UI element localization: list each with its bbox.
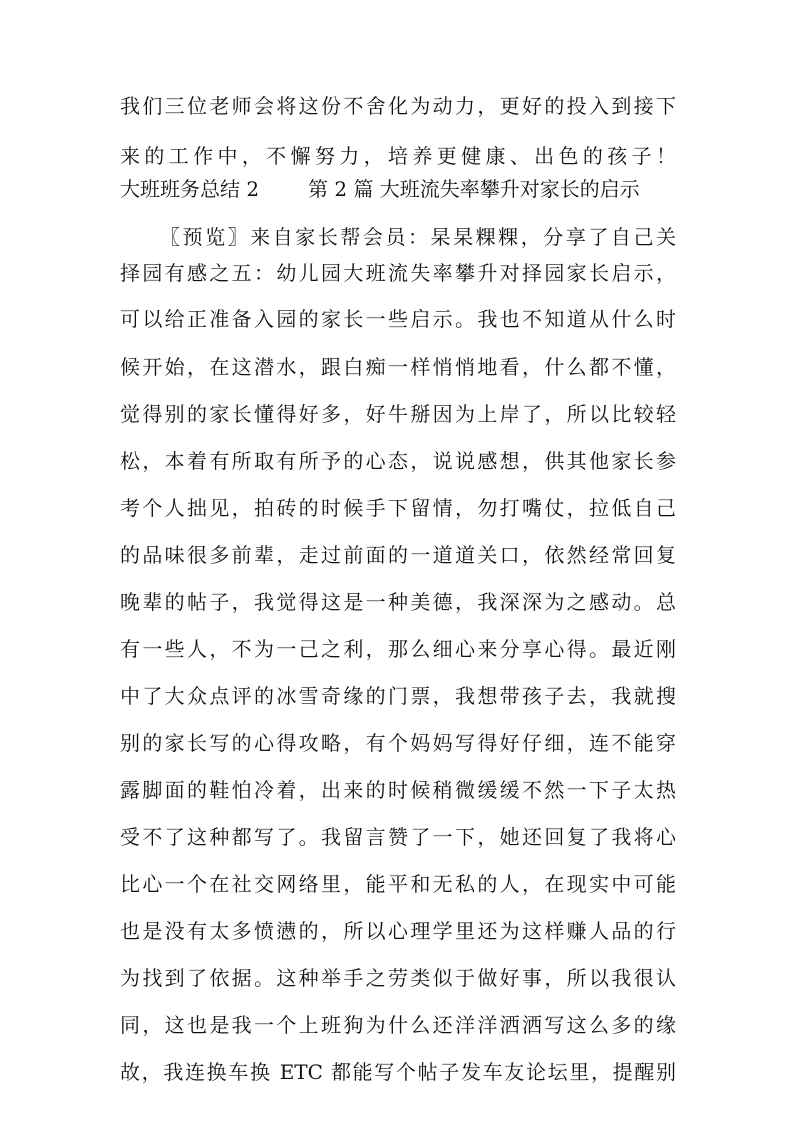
paragraph-line-10: 有一些人，不为一己之利，那么细心来分享心得。最近刚 bbox=[120, 637, 676, 661]
paragraph-line-14: 受不了这种都写了。我留言赞了一下，她还回复了我将心 bbox=[120, 825, 676, 849]
paragraph-line-12: 别的家长写的心得攻略，有个妈妈写得好仔细，连不能穿 bbox=[120, 731, 676, 755]
paragraph-line-3: 可以给正准备入园的家长一些启示。我也不知道从什么时 bbox=[120, 307, 676, 331]
paragraph-line-6: 松，本着有所取有所予的心态，说说感想，供其他家长参 bbox=[120, 449, 676, 473]
intro-line-1: 我们三位老师会将这份不舍化为动力，更好的投入到接下 bbox=[120, 94, 676, 118]
paragraph-line-5: 觉得别的家长懂得好多，好牛掰因为上岸了，所以比较轻 bbox=[120, 402, 676, 426]
paragraph-line-13: 露脚面的鞋怕冷着，出来的时候稍微缓缓不然一下子太热 bbox=[120, 778, 676, 802]
previous-section-title: 大班班务总结 2 bbox=[120, 177, 260, 201]
paragraph-line-11: 中了大众点评的冰雪奇缘的门票，我想带孩子去，我就搜 bbox=[120, 684, 676, 708]
paragraph-line-15: 比心一个在社交网络里，能平和无私的人，在现实中可能 bbox=[120, 872, 676, 896]
paragraph-line-1: 〖预览〗来自家长帮会员：杲杲粿粿，分享了自己关 bbox=[160, 225, 676, 249]
paragraph-line-8: 的品味很多前辈，走过前面的一道道关口，依然经常回复 bbox=[120, 543, 676, 567]
paragraph-line-7: 考个人拙见，拍砖的时候手下留情，勿打嘴仗，拉低自己 bbox=[120, 496, 676, 520]
paragraph-line-17: 为找到了依据。这种举手之劳类似于做好事，所以我很认 bbox=[120, 966, 676, 990]
intro-line-2: 来的工作中，不懈努力，培养更健康、出色的孩子！ bbox=[120, 144, 676, 168]
paragraph-line-2: 择园有感之五：幼儿园大班流失率攀升对择园家长启示， bbox=[120, 261, 676, 285]
paragraph-line-19: 故，我连换车换 ETC 都能写个帖子发车友论坛里，提醒别 bbox=[120, 1060, 676, 1084]
chapter-title: 第 2 篇 大班流失率攀升对家长的启示 bbox=[308, 177, 640, 201]
paragraph-line-4: 候开始，在这潜水，跟白痴一样悄悄地看，什么都不懂， bbox=[120, 355, 676, 379]
paragraph-line-16: 也是没有太多愤懑的，所以心理学里还为这样赚人品的行 bbox=[120, 919, 676, 943]
section-heading bbox=[120, 177, 676, 201]
paragraph-line-9: 晚辈的帖子，我觉得这是一种美德，我深深为之感动。总 bbox=[120, 590, 676, 614]
paragraph-line-18: 同，这也是我一个上班狗为什么还洋洋洒洒写这么多的缘 bbox=[120, 1013, 676, 1037]
